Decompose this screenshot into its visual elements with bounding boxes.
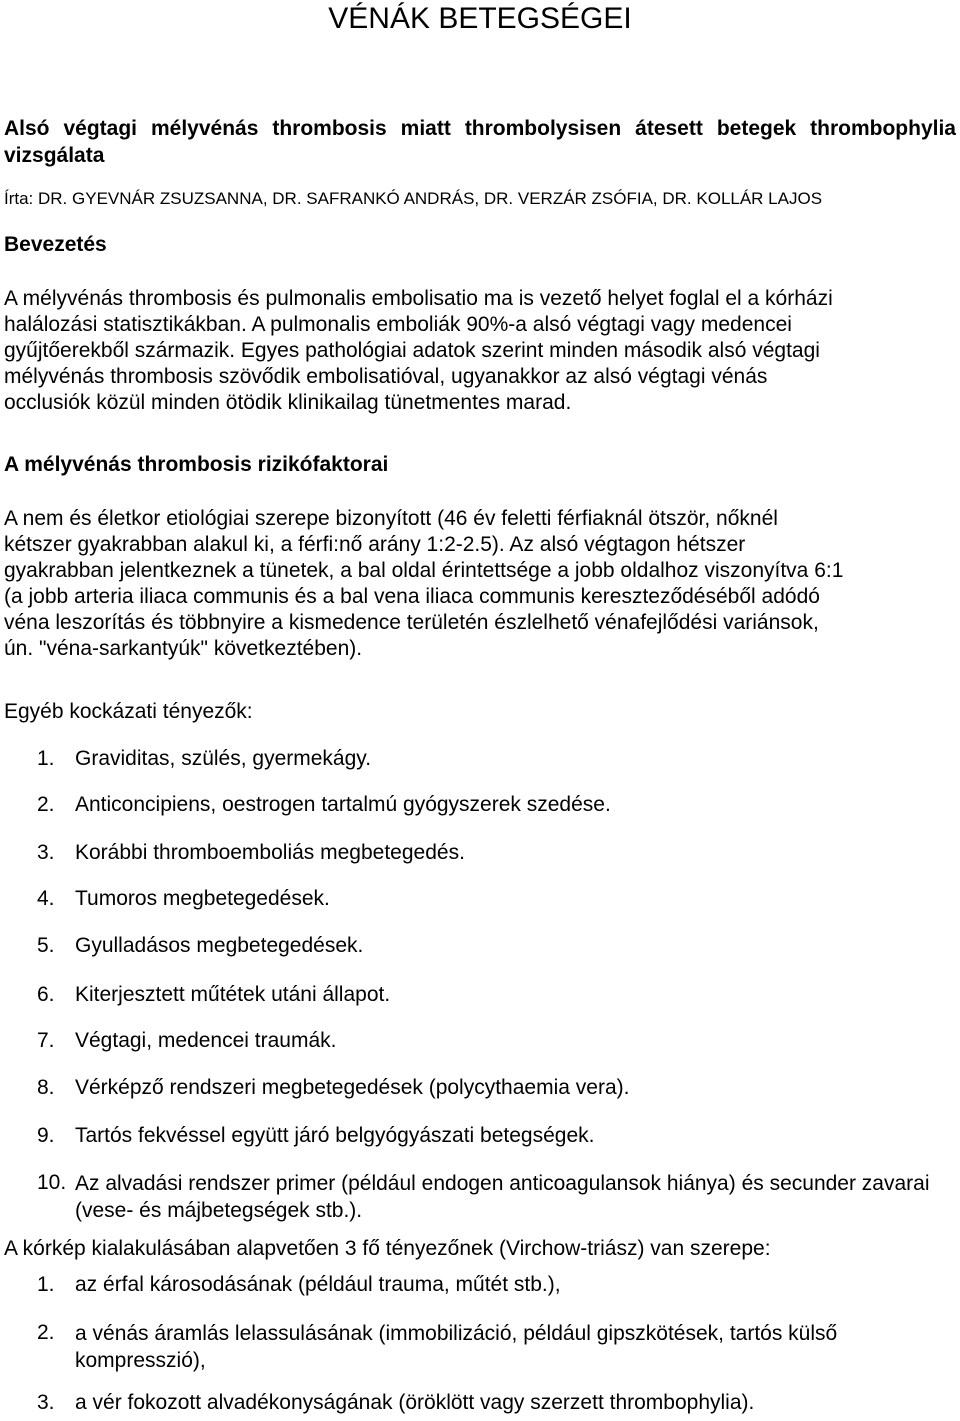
intro-line: gyűjtőerekből származik. Egyes pathológiai adatok szerint minden második alsó végtagi (4, 339, 820, 362)
list-text: Vérképző rendszeri megbetegedések (polycythaemia vera). (75, 1076, 630, 1099)
article-title: Alsó végtagi mélyvénás thrombosis miatt thrombolysisen átesett betegek thrombophylia vizsgálata (4, 117, 956, 167)
risk-line: A nem és életkor etiológiai szerepe bizonyított (46 év feletti férfiaknál ötször, nőknél (4, 507, 778, 530)
risk-line: kétszer gyakrabban alakul ki, a férfi:nő arány 1:2-2.5). Az alsó végtagon hétszer (4, 533, 746, 556)
list-number: 5. (37, 934, 55, 957)
intro-line: mélyvénás thrombosis szövődik embolisatióval, ugyanakkor az alsó végtagi vénás (4, 365, 768, 388)
list-number: 6. (37, 983, 55, 1006)
risk-factors-paragraph (4, 506, 843, 662)
list-number: 2. (37, 1321, 55, 1344)
list-number: 1. (37, 1273, 55, 1296)
list-text: Tumoros megbetegedések. (75, 887, 330, 910)
list-number: 3. (37, 1391, 55, 1414)
intro-line: occlusiók közül minden ötödik klinikailag tünetmentes marad. (4, 391, 572, 414)
list-text: Tartós fekvéssel együtt járó belgyógyászati betegségek. (75, 1124, 595, 1147)
intro-heading: Bevezetés (4, 233, 107, 256)
list-text: Korábbi thromboemboliás megbetegedés. (75, 841, 465, 864)
list-number: 8. (37, 1076, 55, 1099)
list-number: 3. (37, 841, 55, 864)
list-number: 10. (37, 1171, 67, 1194)
virchow-intro: A kórkép kialakulásában alapvetően 3 fő tényezőnek (Virchow-triász) van szerepe: (4, 1237, 771, 1260)
risk-line: (a jobb arteria iliaca communis és a bal vena iliaca communis kereszteződéséből adódó (4, 585, 820, 608)
list-number: 4. (37, 887, 55, 910)
list-text: a vér fokozott alvadékonyságának (öröklött vagy szerzett thrombophylia). (75, 1391, 755, 1414)
list-text: Végtagi, medencei traumák. (75, 1029, 337, 1052)
risk-line: véna leszorítás és többnyire a kismedence területén észlelhető vénafejlődési variánsok, (4, 611, 819, 634)
risk-line: ún. "véna-sarkantyúk" következtében). (4, 637, 363, 660)
list-text: Graviditas, szülés, gyermekágy. (75, 747, 372, 770)
authors-line: Írta: DR. GYEVNÁR ZSUZSANNA, DR. SAFRANKÓ ANDRÁS, DR. VERZÁR ZSÓFIA, DR. KOLLÁR LAJOS (4, 189, 823, 208)
list-text: a vénás áramlás lelassulásának (immobilizáció, például gipszkötések, tartós külső kompresszió), (75, 1322, 838, 1372)
other-factors-heading: Egyéb kockázati tényezők: (4, 700, 253, 723)
list-text: Gyulladásos megbetegedések. (75, 934, 364, 957)
list-number: 9. (37, 1124, 55, 1147)
list-number: 1. (37, 747, 55, 770)
page-title: VÉNÁK BETEGSÉGEI (328, 2, 632, 35)
list-number: 2. (37, 793, 55, 816)
intro-line: A mélyvénás thrombosis és pulmonalis embolisatio ma is vezető helyet foglal el a kórházi (4, 287, 833, 310)
list-text: az érfal károsodásának (például trauma, műtét stb.), (75, 1273, 561, 1296)
intro-paragraph (4, 286, 833, 416)
intro-line: halálozási statisztikákban. A pulmonalis emboliák 90%-a alsó végtagi vagy medencei (4, 313, 792, 336)
risk-line: gyakrabban jelentkeznek a tünetek, a bal oldal érintettsége a jobb oldalhoz viszonyítva 6:1 (4, 559, 844, 582)
list-text: Kiterjesztett műtétek utáni állapot. (75, 983, 391, 1006)
list-number: 7. (37, 1029, 55, 1052)
risk-factors-heading: A mélyvénás thrombosis rizikófaktorai (4, 453, 389, 476)
list-text: Anticoncipiens, oestrogen tartalmú gyógyszerek szedése. (75, 793, 611, 816)
list-text: Az alvadási rendszer primer (például endogen anticoagulansok hiánya) és secunder zavarai (vese- és májbetegségek stb.). (75, 1172, 930, 1222)
